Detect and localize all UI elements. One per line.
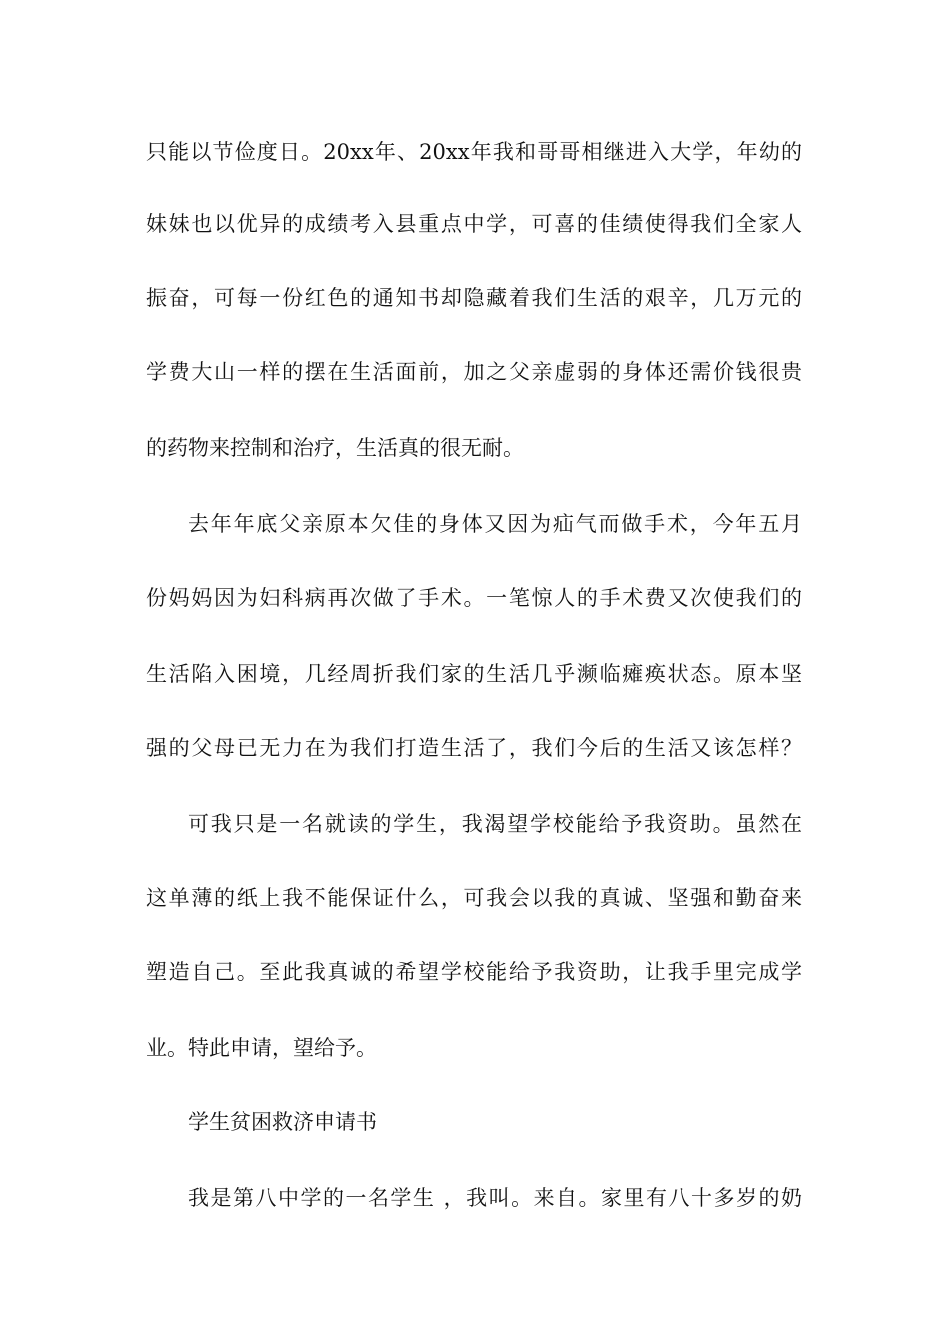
paragraph-line: 可我只是一名就读的学生，我渴望学校能给予我资助。虽然在 xyxy=(188,812,802,836)
paragraph-line: 妹妹也以优异的成绩考入县重点中学，可喜的佳绩使得我们全家人 xyxy=(146,212,802,236)
paragraph-line: 生活陷入困境，几经周折我们家的生活几乎濒临瘫痪状态。原本坚 xyxy=(146,662,802,686)
paragraph-line: 份妈妈因为妇科病再次做了手术。一笔惊人的手术费又次使我们的 xyxy=(146,586,802,610)
paragraph-line: 强的父母已无力在为我们打造生活了，我们今后的生活又该怎样？ xyxy=(146,736,802,760)
paragraph-line: 的药物来控制和治疗，生活真的很无耐。 xyxy=(146,436,524,460)
paragraph-line: 振奋，可每一份红色的通知书却隐藏着我们生活的艰辛，几万元的 xyxy=(146,286,802,310)
paragraph-line: 只能以节俭度日。20xx年、20xx年我和哥哥相继进入大学，年幼的 xyxy=(146,140,802,164)
paragraph-line: 去年年底父亲原本欠佳的身体又因为疝气而做手术，今年五月 xyxy=(188,512,802,536)
paragraph-line: 我是第八中学的一名学生 ，我叫。来自。家里有八十多岁的奶 xyxy=(188,1186,802,1210)
paragraph-line: 业。特此申请，望给予。 xyxy=(146,1036,377,1060)
section-title: 学生贫困救济申请书 xyxy=(188,1110,377,1134)
paragraph-line: 学费大山一样的摆在生活面前，加之父亲虚弱的身体还需价钱很贵 xyxy=(146,360,802,384)
paragraph-line: 这单薄的纸上我不能保证什么，可我会以我的真诚、坚强和勤奋来 xyxy=(146,886,802,910)
paragraph-line: 塑造自己。至此我真诚的希望学校能给予我资助，让我手里完成学 xyxy=(146,960,802,984)
